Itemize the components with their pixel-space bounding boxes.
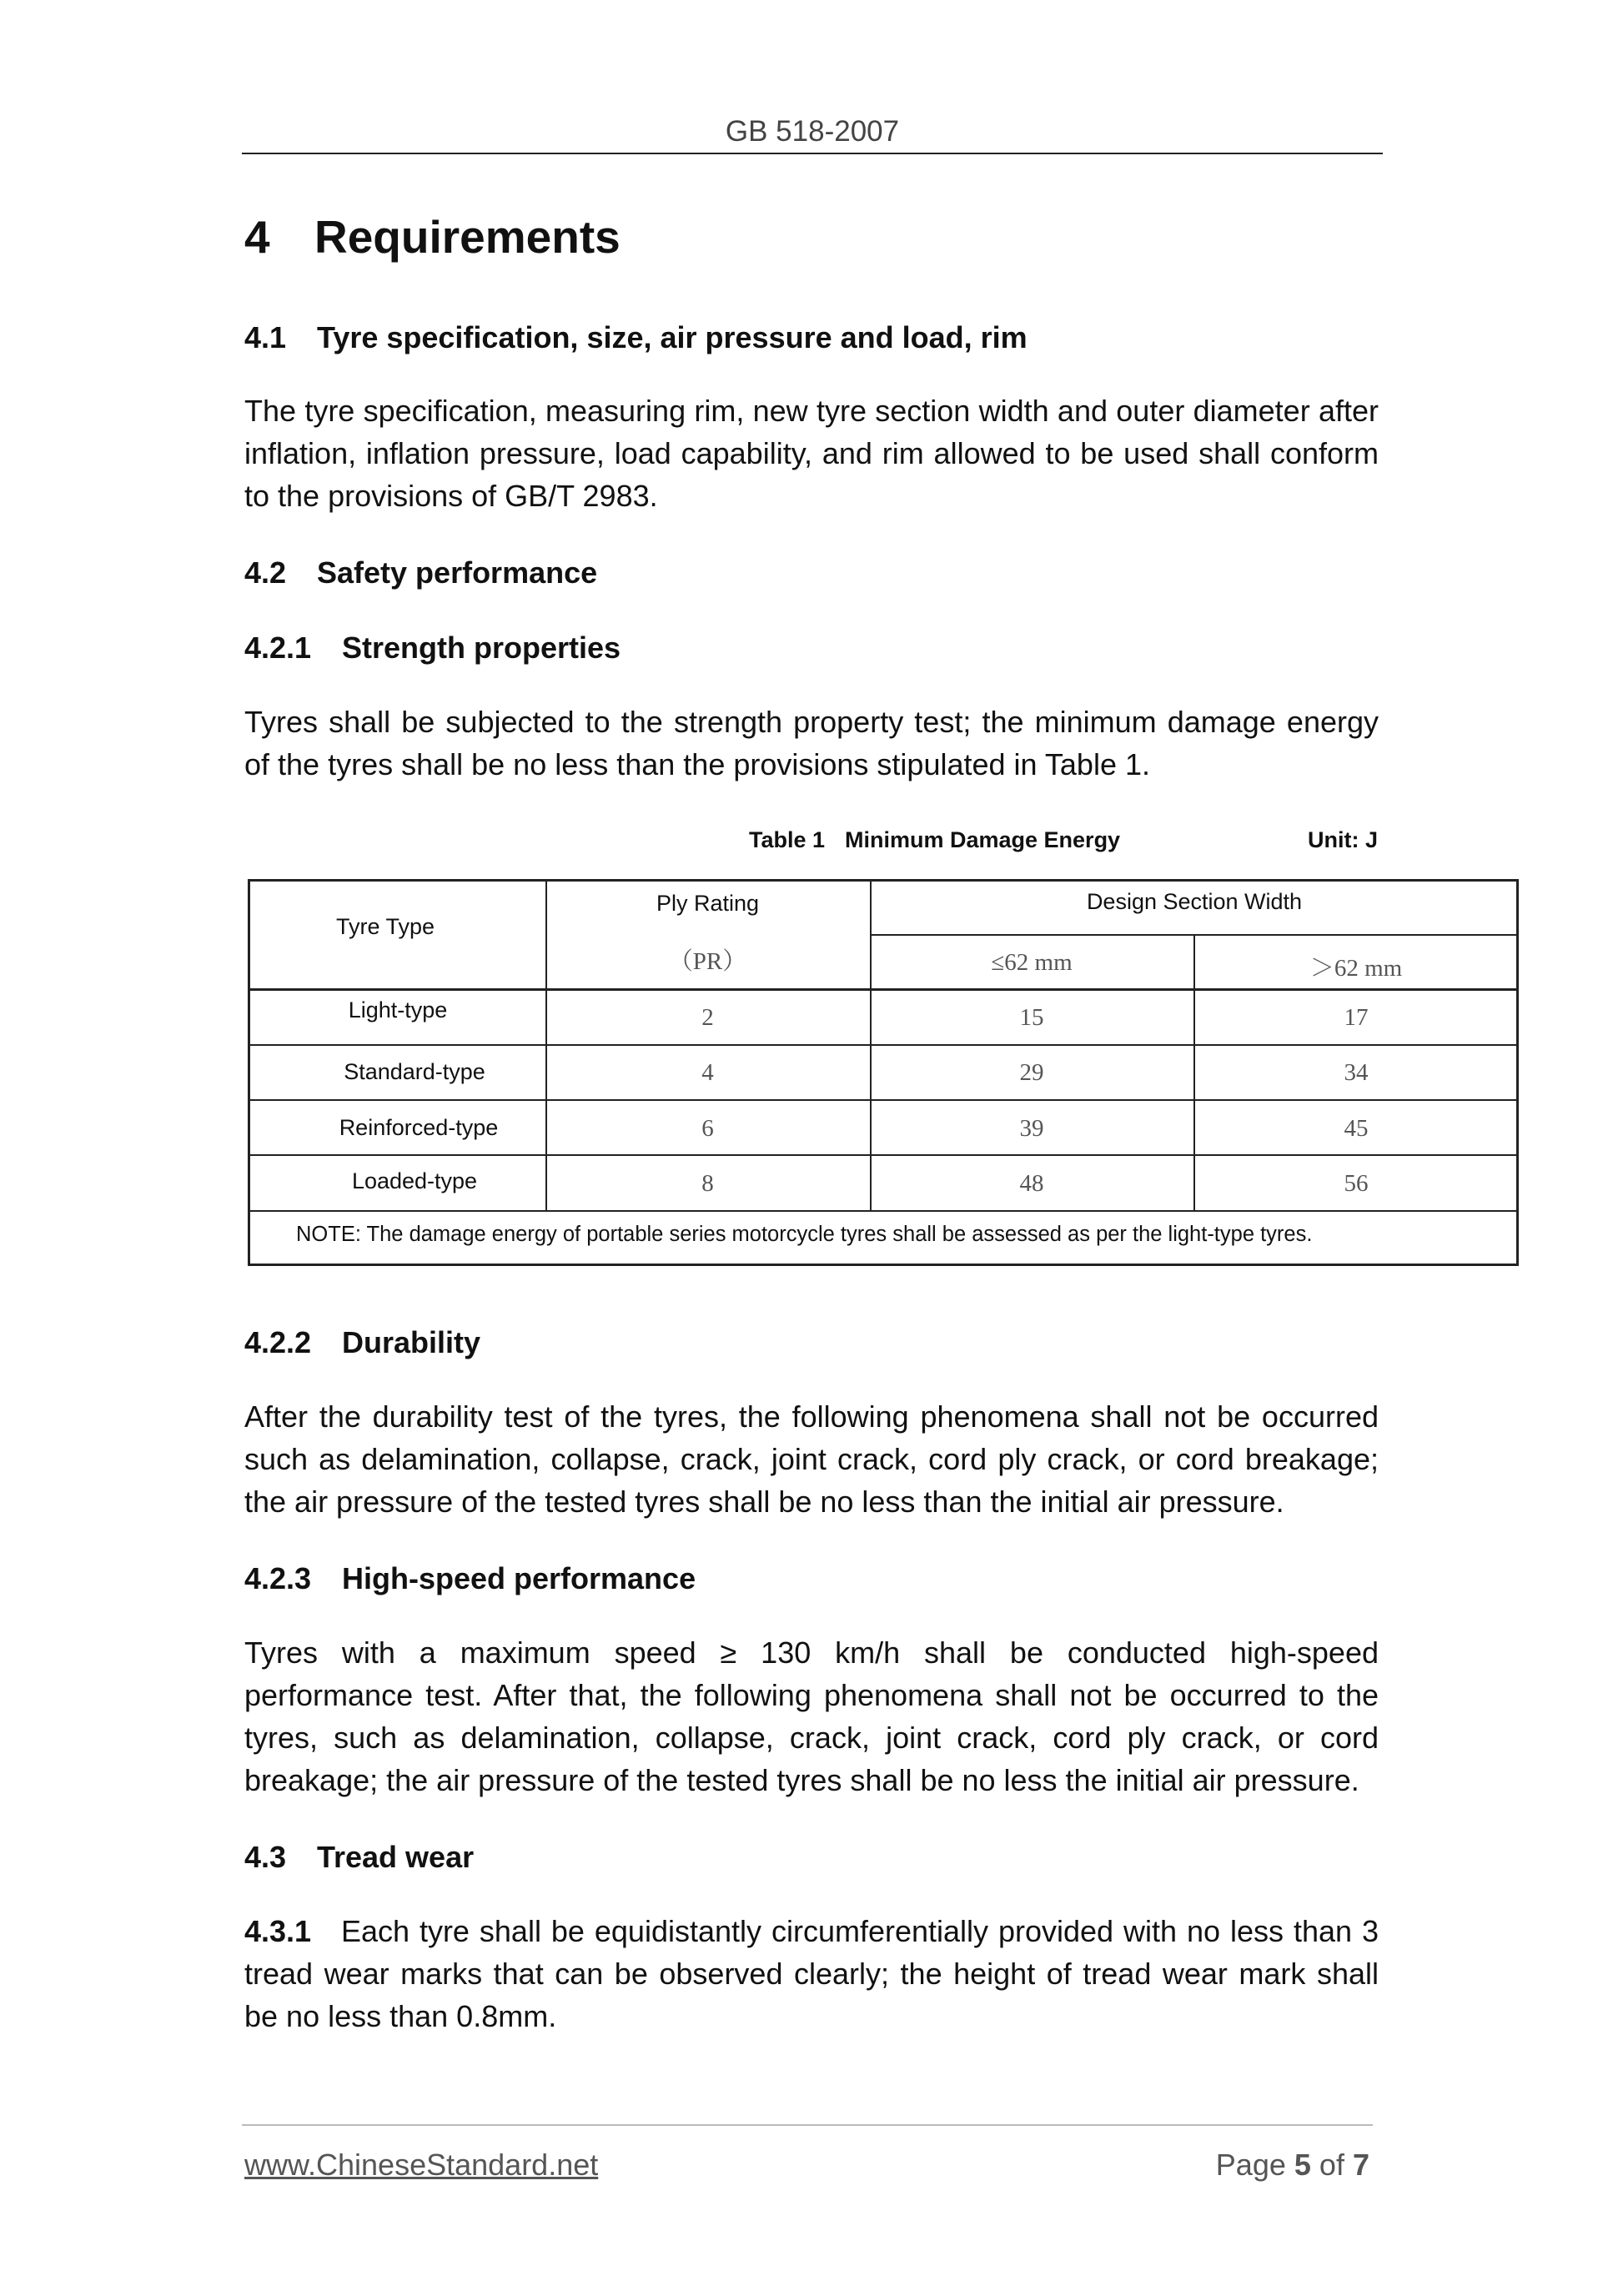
header-rule bbox=[242, 153, 1383, 154]
paragraph-4-1: The tyre specification, measuring rim, new tyre section width and outer diameter after inflation, inflation pressure, load capability, and rim allowed to be used shall conform to the provisions of GB/T 2983. bbox=[244, 394, 1379, 513]
heading-4-2-number: 4.2 bbox=[244, 555, 287, 590]
page-of: of bbox=[1319, 2148, 1344, 2182]
row-standard-type: Standard-type bbox=[344, 1059, 485, 1084]
row-loaded-type: Loaded-type bbox=[351, 1168, 478, 1193]
cell-ply-rating: 2 bbox=[701, 1004, 714, 1031]
cell-ply-rating: 8 bbox=[701, 1170, 714, 1197]
header-doc-code: GB 518-2007 bbox=[725, 115, 900, 148]
heading-4-3-number: 4.3 bbox=[244, 1840, 287, 1874]
table-note: NOTE: The damage energy of portable series motorcycle tyres shall be assessed as per the light-type tyres. bbox=[296, 1223, 1313, 1246]
heading-4-2-3 bbox=[244, 1561, 696, 1596]
paragraph-4-2-1: Tyres shall be subjected to the strength property test; the minimum damage energy of the tyres shall be no less than the provisions stipulated in Table 1. bbox=[244, 705, 1379, 781]
header-width-le-62: ≤62 mm bbox=[991, 949, 1073, 976]
cell-energy-le-62: 15 bbox=[1019, 1004, 1044, 1031]
heading-4-2-3-title: High-speed performance bbox=[342, 1561, 696, 1595]
cell-ply-rating: 6 bbox=[701, 1115, 714, 1142]
heading-4-3-title: Tread wear bbox=[317, 1840, 475, 1874]
heading-4-1 bbox=[244, 320, 1028, 355]
damage-energy-table bbox=[248, 879, 1519, 1266]
section-title: Requirements bbox=[314, 211, 621, 263]
table-hline bbox=[248, 1210, 1519, 1212]
page-current: 5 bbox=[1294, 2148, 1311, 2182]
cell-energy-gt-62: 17 bbox=[1344, 1004, 1369, 1031]
cell-energy-le-62: 48 bbox=[1019, 1170, 1044, 1197]
paragraph-4-3-1 bbox=[244, 1910, 1379, 2037]
header-ply-rating: Ply Rating bbox=[656, 891, 760, 916]
footer-rule bbox=[242, 2124, 1373, 2126]
heading-4-2-1 bbox=[244, 631, 621, 666]
heading-4-2-2-number: 4.2.2 bbox=[244, 1325, 312, 1359]
heading-4-2 bbox=[244, 555, 597, 590]
heading-4-2-2 bbox=[244, 1325, 480, 1360]
heading-4-1-title: Tyre specification, size, air pressure and load, rim bbox=[317, 320, 1028, 354]
page-word: Page bbox=[1215, 2148, 1286, 2182]
page-total: 7 bbox=[1352, 2148, 1369, 2182]
cell-energy-gt-62: 45 bbox=[1344, 1115, 1369, 1142]
heading-4-2-2-title: Durability bbox=[342, 1325, 481, 1359]
table-caption-title: Minimum Damage Energy bbox=[845, 827, 1121, 852]
clause-4-3-1-text: Each tyre shall be equidistantly circumferentially provided with no less than 3 tread wear marks that can be observed clearly; the height of tread wear mark shall be no less than 0.8mm. bbox=[244, 1914, 1379, 2033]
clause-4-3-1-number: 4.3.1 bbox=[244, 1914, 312, 1948]
header-width-gt-62: ＞62 mm bbox=[1309, 955, 1403, 982]
header-tyre-type: Tyre Type bbox=[335, 914, 435, 939]
heading-4-3 bbox=[244, 1840, 474, 1875]
footer-page-number bbox=[1216, 2148, 1369, 2183]
cell-energy-gt-62: 34 bbox=[1344, 1059, 1369, 1086]
heading-4-1-number: 4.1 bbox=[244, 320, 287, 354]
heading-4-2-1-title: Strength properties bbox=[342, 631, 621, 665]
footer-website-link[interactable]: www.ChineseStandard.net bbox=[244, 2148, 599, 2182]
heading-4-2-title: Safety performance bbox=[317, 555, 598, 590]
table-hline bbox=[248, 1154, 1519, 1156]
paragraph-4-2-2: After the durability test of the tyres, the following phenomena shall not be occurred such as delamination, collapse, crack, joint crack, cord ply crack, or cord breakage; the air pressure of the tested tyres shall be no less than the initial air pressure. bbox=[244, 1399, 1379, 1519]
cell-energy-le-62: 39 bbox=[1019, 1115, 1044, 1142]
header-ply-unit: （PR） bbox=[668, 948, 747, 975]
cell-ply-rating: 4 bbox=[701, 1059, 714, 1086]
heading-4-2-3-number: 4.2.3 bbox=[244, 1561, 312, 1595]
section-heading bbox=[244, 210, 621, 264]
table-unit: Unit: J bbox=[1308, 827, 1378, 852]
table-hline bbox=[870, 934, 1519, 936]
table-caption-number: Table 1 bbox=[749, 827, 826, 852]
cell-energy-gt-62: 56 bbox=[1344, 1170, 1369, 1197]
table-hline bbox=[248, 1044, 1519, 1046]
table-hline bbox=[248, 1099, 1519, 1101]
row-light-type: Light-type bbox=[348, 997, 448, 1022]
table-hline bbox=[248, 988, 1519, 991]
section-number: 4 bbox=[244, 211, 270, 263]
paragraph-4-2-3: Tyres with a maximum speed ≥ 130 km/h shall be conducted high-speed performance test. After that, the following phenomena shall not be occurred to the tyres, such as delamination, collapse, crack, joint crack, cord ply crack, or cord breakage; the air pressure of the tested tyres shall be no less the initial air pressure. bbox=[244, 1635, 1379, 1797]
row-reinforced-type: Reinforced-type bbox=[339, 1115, 499, 1140]
cell-energy-le-62: 29 bbox=[1019, 1059, 1044, 1086]
header-design-width: Design Section Width bbox=[1086, 889, 1303, 914]
heading-4-2-1-number: 4.2.1 bbox=[244, 631, 312, 665]
